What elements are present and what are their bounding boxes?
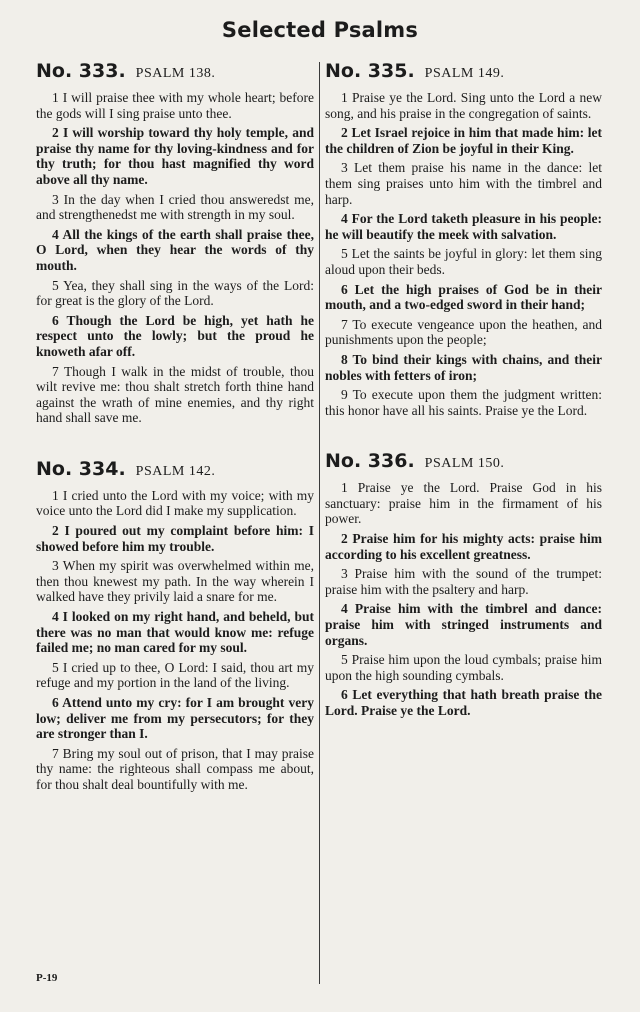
verse: 6 Attend unto my cry: for I am brought very low; deliver me from my persecutors; for they are stronger than I. — [36, 695, 314, 742]
verse: 2 Praise him for his mighty acts: praise him according to his excellent greatness. — [325, 531, 602, 562]
verse: 2 I poured out my complaint before him: I showed before him my trouble. — [36, 523, 314, 554]
psalm-reference: PSALM 142. — [135, 463, 216, 479]
verse: 3 In the day when I cried thou answeredst me, and strengthenedst me with strength in my soul. — [36, 191, 314, 223]
verse: 1 I cried unto the Lord with my voice; with my voice unto the Lord did I make my supplication. — [36, 487, 314, 519]
psalm-number: No. 333. — [36, 60, 126, 82]
verse: 8 To bind their kings with chains, and their nobles with fetters of iron; — [325, 351, 602, 383]
psalm-header — [325, 60, 602, 82]
verse: 6 Let everything that hath breath praise the Lord. Praise ye the Lord. — [325, 687, 602, 718]
verse: 4 I looked on my right hand, and beheld, but there was no man that would know me: refuge failed me; no man cared for my soul. — [36, 609, 314, 656]
psalm-reference: PSALM 138. — [135, 66, 216, 81]
verse: 2 Let Israel rejoice in him that made him: let the children of Zion be joyful in their King. — [325, 125, 602, 156]
verse: 9 To execute upon them the judgment written: this honor have all his saints. Praise ye the Lord. — [325, 387, 602, 418]
psalm-section — [36, 60, 314, 426]
column-divider — [319, 62, 320, 984]
psalm-header — [36, 60, 314, 82]
psalm-section — [36, 458, 314, 793]
psalm-header — [36, 458, 314, 480]
verse: 7 Though I walk in the midst of trouble, thou wilt revive me: thou shalt stretch forth thine hand against the wrath of mine enemies, and thy right hand shall save me. — [36, 363, 314, 426]
verse: 6 Let the high praises of God be in their mouth, and a two-edged sword in their hand; — [325, 281, 602, 313]
psalm-reference: PSALM 149. — [424, 66, 505, 81]
verse: 7 Bring my soul out of prison, that I may praise thy name: the righteous shall compass me about, for thou shalt deal bountifully with me. — [36, 745, 314, 792]
verse: 4 All the kings of the earth shall praise thee, O Lord, when they hear the words of thy mouth. — [36, 226, 314, 273]
verse: 5 I cried up to thee, O Lord: I said, thou art my refuge and my portion in the land of the living. — [36, 659, 314, 691]
verse: 2 I will worship toward thy holy temple, and praise thy name for thy loving-kindness and for thy truth; for thou hast magnified thy word above all thy name. — [36, 125, 314, 187]
page-code: P-19 — [36, 972, 58, 984]
psalm-section — [325, 60, 602, 418]
psalm-header — [325, 450, 602, 472]
page-title: Selected Psalms — [221, 18, 419, 42]
verse: 3 Let them praise his name in the dance: let them sing praises unto him with the timbrel and harp. — [325, 160, 602, 207]
verse: 5 Yea, they shall sing in the ways of the Lord: for great is the glory of the Lord. — [36, 277, 314, 309]
verse: 1 Praise ye the Lord. Sing unto the Lord a new song, and his praise in the congregation of saints. — [325, 90, 602, 121]
psalm-number: No. 334. — [36, 457, 126, 480]
psalm-number: No. 336. — [325, 450, 415, 473]
verse: 3 When my spirit was overwhelmed within me, then thou knewest my path. In the way wherein I walked have they privily laid a snare for me. — [36, 558, 314, 605]
verse: 1 Praise ye the Lord. Praise God in his sanctuary: praise him in the firmament of his power. — [325, 480, 602, 527]
verse: 7 To execute vengeance upon the heathen, and punishments upon the people; — [325, 316, 602, 348]
verse: 3 Praise him with the sound of the trumpet: praise him with the psaltery and harp. — [325, 566, 602, 597]
psalm-section — [325, 450, 602, 718]
psalm-reference: PSALM 150. — [424, 456, 505, 472]
psalm-number: No. 335. — [325, 60, 415, 82]
verse: 5 Praise him upon the loud cymbals; praise him upon the high sounding cymbals. — [325, 652, 602, 683]
verse: 6 Though the Lord be high, yet hath he respect unto the lowly; but the proud he knoweth afar off. — [36, 312, 314, 359]
left-column — [36, 60, 314, 797]
verse: 5 Let the saints be joyful in glory: let them sing aloud upon their beds. — [325, 246, 602, 277]
verse: 1 I will praise thee with my whole heart; before the gods will I sing praise unto thee. — [36, 90, 314, 121]
verse: 4 For the Lord taketh pleasure in his people: he will beautify the meek with salvation. — [325, 211, 602, 242]
right-column — [325, 60, 602, 723]
verse: 4 Praise him with the timbrel and dance: praise him with stringed instruments and organs. — [325, 601, 602, 648]
